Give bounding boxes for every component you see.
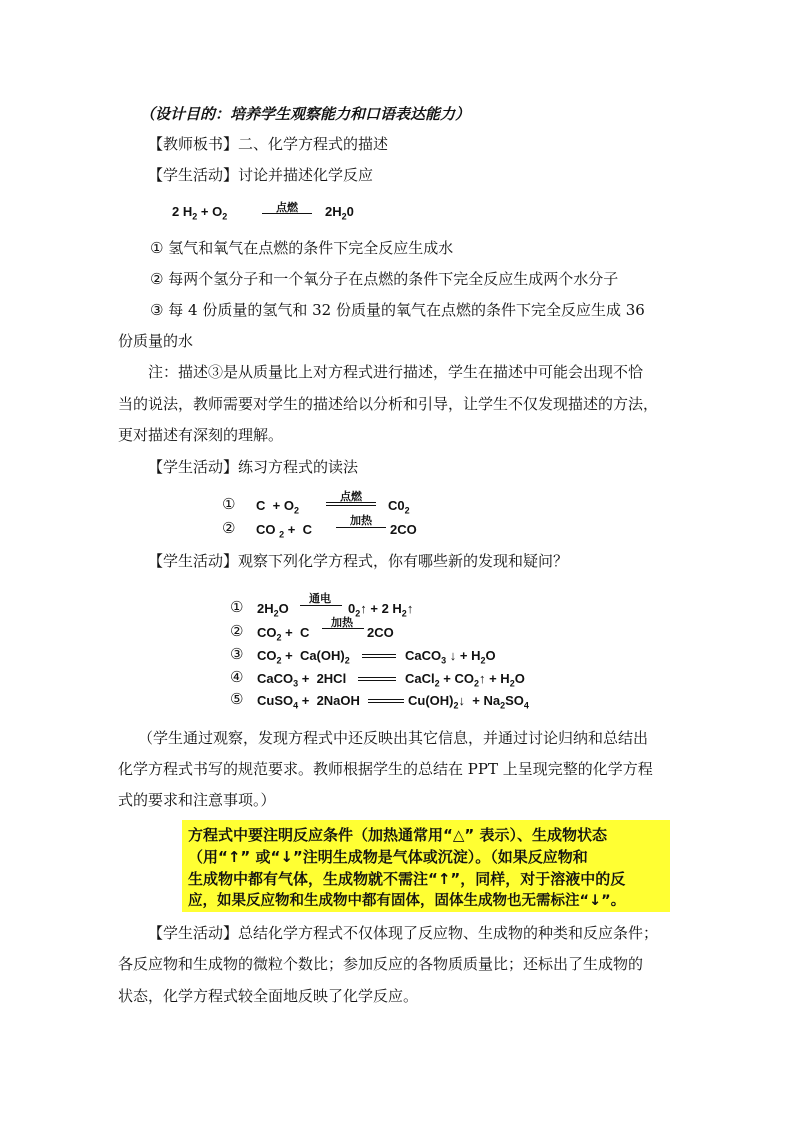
highlight-line-4: 应，如果反应物和生成物中都有固体，固体生成物也无需标注“↓”。	[188, 893, 626, 909]
observation-paragraph-2: 化学方程式书写的规范要求。教师根据学生的总结在 PPT 上呈现完整的化学方程	[118, 760, 653, 778]
teacher-board-heading: 【教师板书】二、化学方程式的描述	[148, 135, 389, 153]
summary-line-2: 各反应物和生成物的微粒个数比；参加反应的各物质质量比；还标出了生成物的	[118, 955, 644, 973]
description-2-text: 每两个氢分子和一个氧分子在点燃的条件下完全反应生成两个水分子	[168, 270, 619, 288]
equation-co2-c-reactants: $CO_2 + C$	[257, 625, 310, 643]
student-activity-3: 【学生活动】观察下列化学方程式，你有哪些新的发现和疑问？	[148, 552, 569, 570]
design-purpose: （设计目的：培养学生观察能力和口语表达能力）	[140, 105, 471, 123]
marker-2: ②	[222, 519, 236, 537]
equation-bar	[322, 628, 364, 629]
marker-1: ①	[222, 495, 236, 513]
marker-2: ②	[150, 270, 164, 288]
note-line-1: 注：描述③是从质量比上对方程式进行描述，学生在描述中可能会出现不恰	[148, 363, 644, 381]
student-activity-2: 【学生活动】练习方程式的读法	[148, 458, 359, 476]
equation-co2-product: 2CO	[390, 522, 417, 537]
description-1	[150, 238, 453, 258]
student-activity-1: 【学生活动】讨论并描述化学反应	[148, 166, 374, 184]
description-1-text: 氢气和氧气在点燃的条件下完全反应生成水	[168, 239, 454, 257]
equation-water-product: $2H_20$	[325, 204, 354, 222]
marker-1: ①	[150, 239, 164, 257]
condition-heat: 加热	[350, 514, 372, 527]
equation-bar	[326, 502, 376, 506]
condition-ignite: 点燃	[340, 490, 362, 503]
equation-co2-c-product: 2CO	[367, 625, 394, 640]
description-3	[150, 300, 645, 320]
summary-line-3: 状态，化学方程式较全面地反映了化学反应。	[118, 987, 419, 1005]
marker-3: ③	[150, 301, 164, 319]
note-line-2: 当的说法，教师需要对学生的描述给以分析和引导，让学生不仅发现描述的方法，	[118, 395, 659, 413]
equation-hcl-products: CaCl$_2$ + $CO_2↑ + H_2O$	[405, 671, 525, 689]
equation-bar	[336, 527, 386, 528]
highlight-line-2: （用“↑” 或“↓”注明生成物是气体或沉淀）。（如果反应物和	[188, 848, 588, 866]
equation-limewater-products: CaCO$_3$ ↓ + $H_2O$	[405, 648, 496, 666]
equation-bar	[368, 699, 404, 703]
note-line-3: 更对描述有深刻的理解。	[118, 426, 284, 444]
condition-electric: 通电	[309, 592, 331, 605]
summary-line-1: 【学生活动】总结化学方程式不仅体现了反应物、生成物的种类和反应条件；	[148, 924, 659, 942]
equation-electrolysis-reactant: $2H_2O$	[257, 601, 289, 619]
observation-paragraph-3: 式的要求和注意事项。）	[118, 791, 276, 809]
marker-4: ④	[230, 668, 244, 686]
highlight-line-3: 生成物中都有气体，生成物就不需注“↑”，同样，对于溶液中的反	[188, 870, 626, 888]
description-2	[150, 269, 618, 289]
equation-carbon-product: $C0_2$	[388, 498, 410, 516]
marker-5: ⑤	[230, 690, 244, 708]
marker-1: ①	[230, 598, 244, 616]
equation-hcl-reactants: CaCO$_3$ + 2HCl	[257, 671, 347, 689]
observation-paragraph-1: （学生通过观察，发现方程式中还反映出其它信息，并通过讨论归纳和总结出	[138, 729, 649, 747]
description-3-text: 每 4 份质量的氢气和 32 份质量的氧气在点燃的条件下完全反应生成 36	[168, 301, 645, 319]
description-3-cont: 份质量的水	[118, 332, 194, 350]
marker-2: ②	[230, 622, 244, 640]
equation-bar	[262, 213, 312, 214]
equation-co2-reactants: CO $_2$ + C	[256, 522, 312, 540]
equation-limewater-reactants: $CO_2 + Ca(OH)_2$	[257, 648, 350, 666]
equation-bar	[300, 605, 342, 606]
equation-bar	[358, 677, 396, 681]
marker-3: ③	[230, 645, 244, 663]
equation-electrolysis-products: $0_2↑ + 2$ $H_2↑$	[348, 601, 414, 619]
equation-naoh-reactants: CuSO$_4$ + 2NaOH	[257, 693, 360, 711]
condition-heat: 加热	[331, 616, 353, 629]
equation-bar	[362, 654, 396, 658]
condition-ignite: 点燃	[276, 201, 298, 214]
equation-water-reactants: 2 $H_2 + O_2$	[172, 204, 228, 222]
equation-carbon-reactants: $C + O_2$	[256, 498, 299, 516]
highlight-line-1: 方程式中要注明反应条件（加热通常用“△” 表示）、生成物状态	[188, 826, 607, 844]
equation-naoh-products: $Cu(OH)_2↓ + Na_2SO_4$	[408, 693, 529, 711]
